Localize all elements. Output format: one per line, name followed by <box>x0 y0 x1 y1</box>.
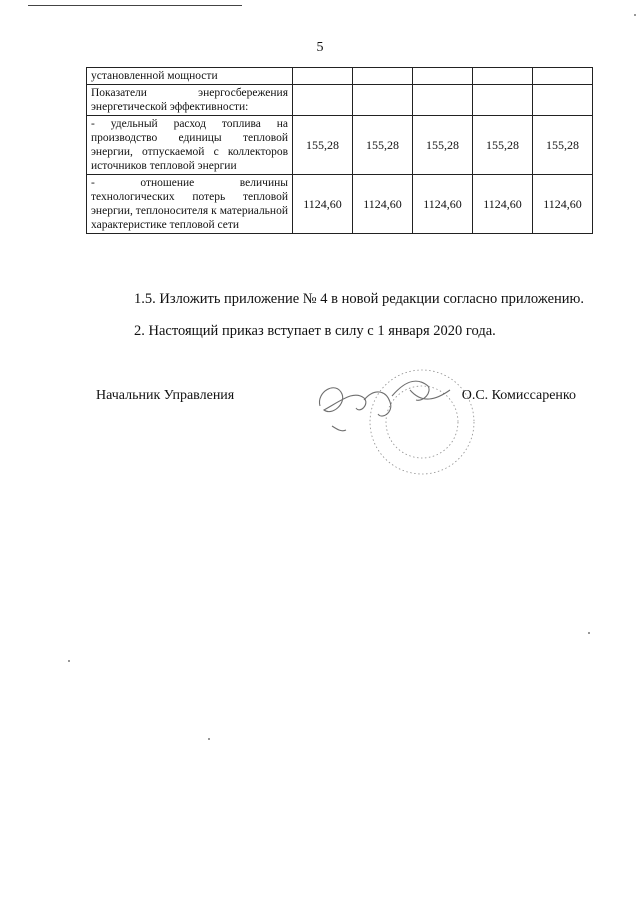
table-cell <box>293 68 353 85</box>
table-cell: 155,28 <box>413 116 473 175</box>
signatory-title: Начальник Управления <box>96 388 235 403</box>
table-cell: 155,28 <box>293 116 353 175</box>
table-cell <box>413 68 473 85</box>
table-cell: 155,28 <box>353 116 413 175</box>
table-cell: 1124,60 <box>473 175 533 234</box>
table-cell: 155,28 <box>473 116 533 175</box>
top-rule <box>28 5 242 6</box>
table-cell <box>533 68 593 85</box>
paragraph-effective-date: 2. Настоящий приказ вступает в силу с 1 января 2020 года. <box>134 323 496 339</box>
table-cell: 1124,60 <box>413 175 473 234</box>
stamp-signature-graphic <box>312 360 512 480</box>
table-row <box>87 85 593 116</box>
signatory-name: О.С. Комиссаренко <box>461 388 576 403</box>
table-cell <box>533 85 593 116</box>
table-cell: 155,28 <box>533 116 593 175</box>
paragraph-appendix: 1.5. Изложить приложение № 4 в новой редакции согласно приложению. <box>134 291 585 307</box>
table-cell: 1124,60 <box>533 175 593 234</box>
table-row <box>87 68 593 85</box>
table-cell <box>293 85 353 116</box>
table-cell: 1124,60 <box>353 175 413 234</box>
table-cell <box>413 85 473 116</box>
table-cell: 1124,60 <box>293 175 353 234</box>
scan-speck <box>68 660 70 662</box>
page-number: 5 <box>316 40 324 55</box>
row-label: Показатели энергосбережения энергетической эффективности: <box>87 85 293 116</box>
row-label: установленной мощности <box>87 68 293 85</box>
indicators-table <box>86 67 593 234</box>
table-cell <box>353 85 413 116</box>
table-row <box>87 116 593 175</box>
table-cell <box>473 85 533 116</box>
row-label: - удельный расход топлива на производство единицы тепловой энергии, отпускаемой с коллекторов источников тепловой энергии <box>87 116 293 175</box>
table-cell <box>473 68 533 85</box>
row-label: - отношение величины технологических потерь тепловой энергии, теплоносителя к материальной характеристике тепловой сети <box>87 175 293 234</box>
table-row <box>87 175 593 234</box>
scan-speck <box>588 632 590 634</box>
table-cell <box>353 68 413 85</box>
scan-speck <box>208 738 210 740</box>
scan-speck <box>634 14 636 16</box>
